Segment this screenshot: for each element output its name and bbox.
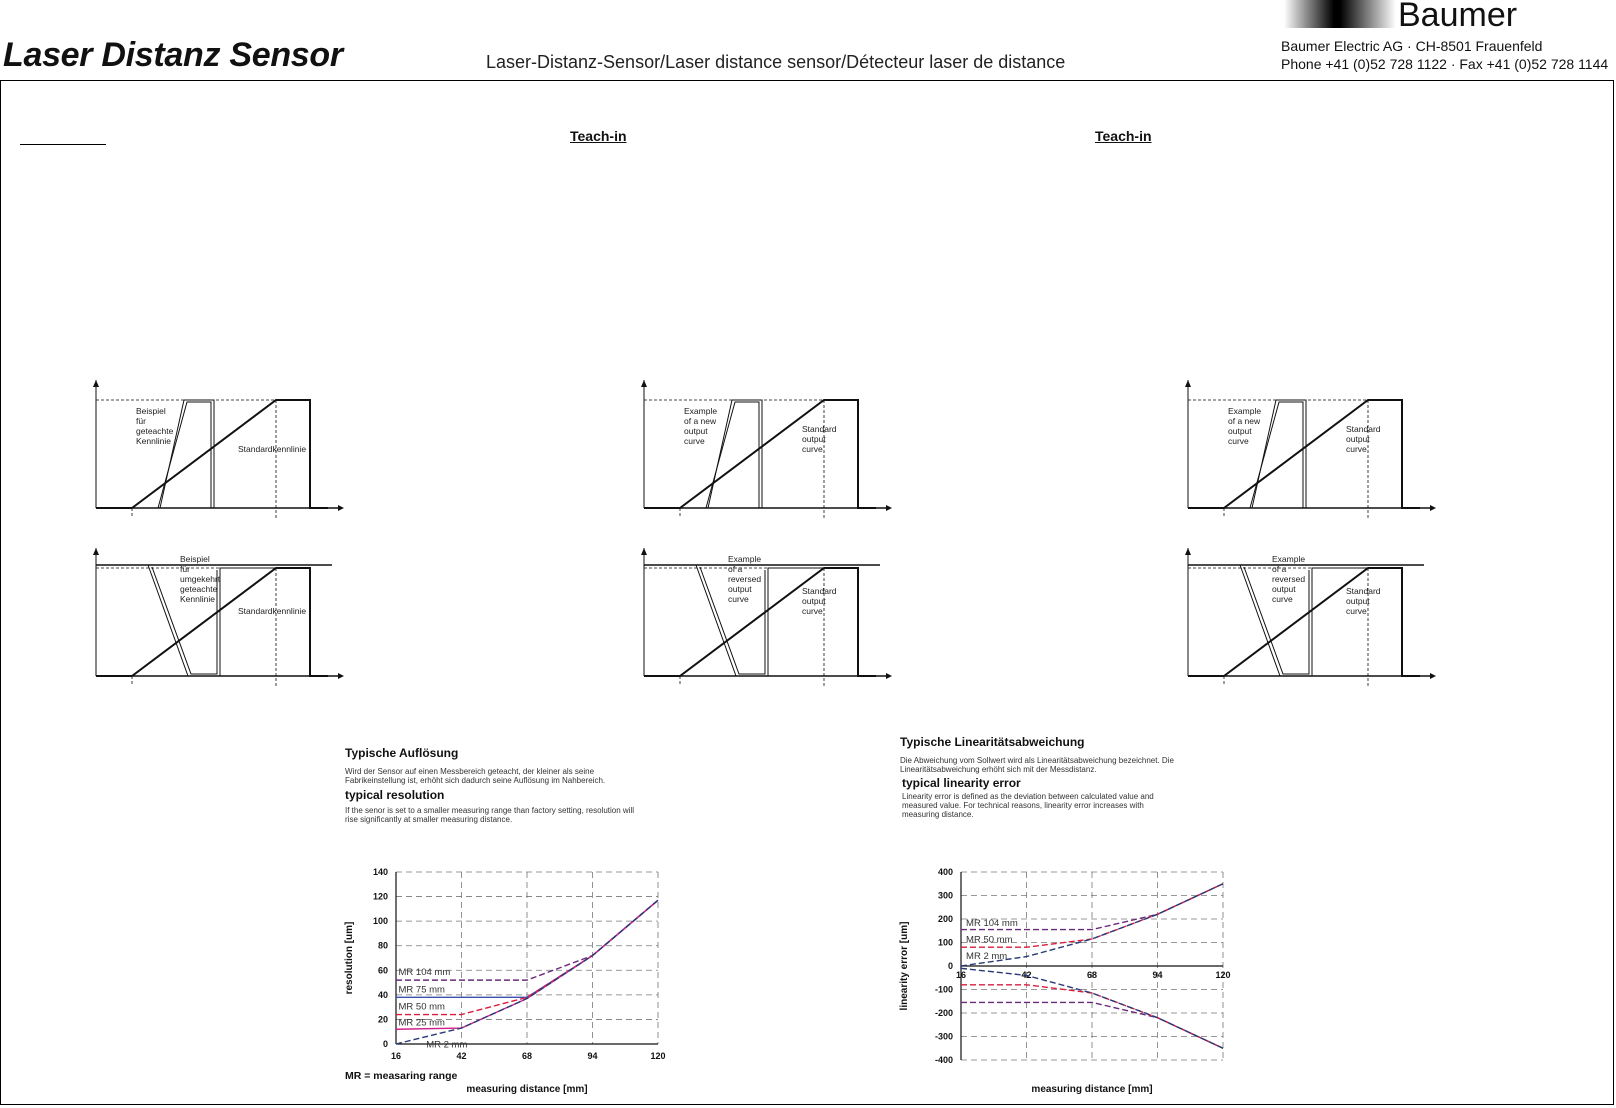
x-axis-arrow-icon [338,505,344,511]
y-axis-label: resolution [um] [344,921,355,995]
diagram-en-normal [636,380,896,520]
y-tick-label: 400 [937,867,953,877]
y-tick-label: 60 [377,965,388,976]
de_reversed-svg [88,548,348,688]
en_normal-svg [636,380,896,520]
teach-curve-outer [696,565,858,676]
standard-curve-label: Standard output curve [1346,586,1381,616]
de_normal-svg [88,380,348,520]
company-address: Baumer Electric AG · CH-8501 Frauenfeld [1281,38,1543,54]
x-axis-arrow-icon [338,673,344,679]
standard-curve [96,400,328,508]
linearity-title-de: Typische Linearitätsabweichung [900,735,1085,749]
brand-name: Baumer [1398,0,1518,34]
x-tick-label: 120 [650,1051,666,1061]
en_reversed-svg [636,548,896,688]
series-label: MR 50 mm [398,1001,445,1013]
y-axis-label: linearity error [um] [899,921,910,1011]
teach-curve-outer [148,565,310,676]
resolution-title-de: Typische Auflösung [345,746,459,760]
resolution-text-de: Wird der Sensor auf einen Messbereich geteacht, der kleiner als seine Fabrikeinstellung ist, erhöht sich dadurch seine Auflösung im Nahbereich. [345,767,606,785]
y-tick-label: 20 [377,1014,388,1025]
series-label: MR 50 mm [966,934,1013,946]
x-tick-label: 16 [390,1051,402,1061]
series-label: MR 2 mm [966,950,1008,962]
y-tick-label: 140 [372,867,388,877]
teach-in-heading-fr: Teach-in [1095,128,1152,144]
x-tick-label: 94 [587,1051,598,1061]
teach-curve-label: Example of a new output curve [684,406,718,446]
document-title: Laser Distanz Sensor [3,36,343,74]
x-tick-label: 94 [1152,970,1163,980]
en2_reversed-svg [1180,548,1440,688]
y-tick-label: -200 [934,1008,953,1018]
y-axis-arrow-icon [93,548,99,555]
series-label: MR 2 mm [426,1039,468,1051]
blank-heading-underline [20,128,106,145]
document-subtitle: Laser-Distanz-Sensor/Laser distance sensor/Détecteur laser de distance [486,52,1066,72]
x-axis-arrow-icon [1430,505,1436,511]
y-tick-label: -400 [934,1055,953,1065]
linearity-chart-svg [895,860,1235,1100]
standard-curve [1188,568,1420,676]
y-tick-label: 0 [382,1039,388,1049]
resolution-title-en: typical resolution [345,788,445,802]
x-axis-label: measuring distance [mm] [466,1084,588,1095]
en2_normal-svg [1180,380,1440,520]
x-tick-label: 120 [1215,970,1231,980]
linearity-text-en: Linearity error is defined as the deviation between calculated value and measured value. For technical reasons, linearity error increases with measuring distance. [902,792,1154,819]
resolution-chart-svg [340,860,680,1100]
standard-curve [644,400,876,508]
standard-curve-label: Standardkennlinie [238,444,307,454]
series-label: MR 75 mm [398,984,445,996]
standard-curve-label: Standard output curve [802,586,837,616]
y-axis-arrow-icon [1185,380,1191,387]
x-axis-arrow-icon [886,505,892,511]
diagram-en-reversed [636,548,896,688]
diagram-de-normal [88,380,348,520]
mr-footnote: MR = measaring range [345,1070,458,1082]
series-label: MR 25 mm [398,1017,445,1029]
diagram-en2-normal [1180,380,1440,520]
y-axis-arrow-icon [93,380,99,387]
y-tick-label: 0 [947,961,953,971]
standard-curve [644,568,876,676]
series-label: MR 104 mm [398,967,451,979]
x-axis-arrow-icon [1430,673,1436,679]
x-axis-label: measuring distance [mm] [1031,1084,1153,1095]
linearity-title-en: typical linearity error [902,776,1021,790]
y-tick-label: 300 [937,890,953,901]
series-label: MR 104 mm [966,918,1018,930]
teach-curve-label: Example of a reversed output curve [728,554,762,604]
y-tick-label: 40 [377,989,388,1000]
teach-curve-outer [1240,565,1402,676]
y-tick-label: 100 [937,937,953,948]
standard-curve-label: Standard output curve [1346,424,1381,454]
x-tick-label: 16 [955,970,967,980]
teach-curve-label: Example of a new output curve [1228,406,1262,446]
y-axis-arrow-icon [1185,548,1191,555]
y-tick-label: 120 [372,891,388,902]
y-tick-label: 80 [377,940,388,951]
y-tick-label: 200 [937,914,953,924]
teach-in-heading-en: Teach-in [570,128,627,144]
y-tick-label: -300 [934,1031,953,1042]
y-axis-arrow-icon [641,548,647,555]
teach-curve-label: Beispiel für geteachte Kennlinie [136,406,174,446]
y-axis-arrow-icon [641,380,647,387]
diagram-en2-reversed [1180,548,1440,688]
standard-curve-label: Standard output curve [802,424,837,454]
x-tick-label: 42 [456,1051,467,1061]
x-axis-arrow-icon [886,673,892,679]
standard-curve [1188,400,1420,508]
x-tick-label: 42 [1021,970,1032,980]
x-tick-label: 68 [521,1051,533,1061]
standard-curve-label: Standardkennlinie [238,606,307,616]
teach-curve-label: Example of a reversed output curve [1272,554,1306,604]
resolution-chart [340,860,680,1105]
company-phone-fax: Phone +41 (0)52 728 1122 · Fax +41 (0)52 728 1144 [1281,56,1609,72]
teach-curve-label: Beispiel für umgekehrt geteachte Kennlinie [180,554,221,604]
y-tick-label: 100 [372,916,388,927]
linearity-text-de: Die Abweichung vom Sollwert wird als Linearitätsabweichung bezeichnet. Die Linearitätsabweichung erhöht sich mit der Messdistanz. [900,756,1174,774]
linearity-chart [895,860,1235,1105]
x-tick-label: 68 [1086,970,1098,980]
y-tick-label: -100 [934,984,953,995]
resolution-text-en: If the senor is set to a smaller measuring range than factory setting, resolution will rise significantly at smaller measuring distance. [345,806,635,824]
diagram-de-reversed [88,548,348,688]
